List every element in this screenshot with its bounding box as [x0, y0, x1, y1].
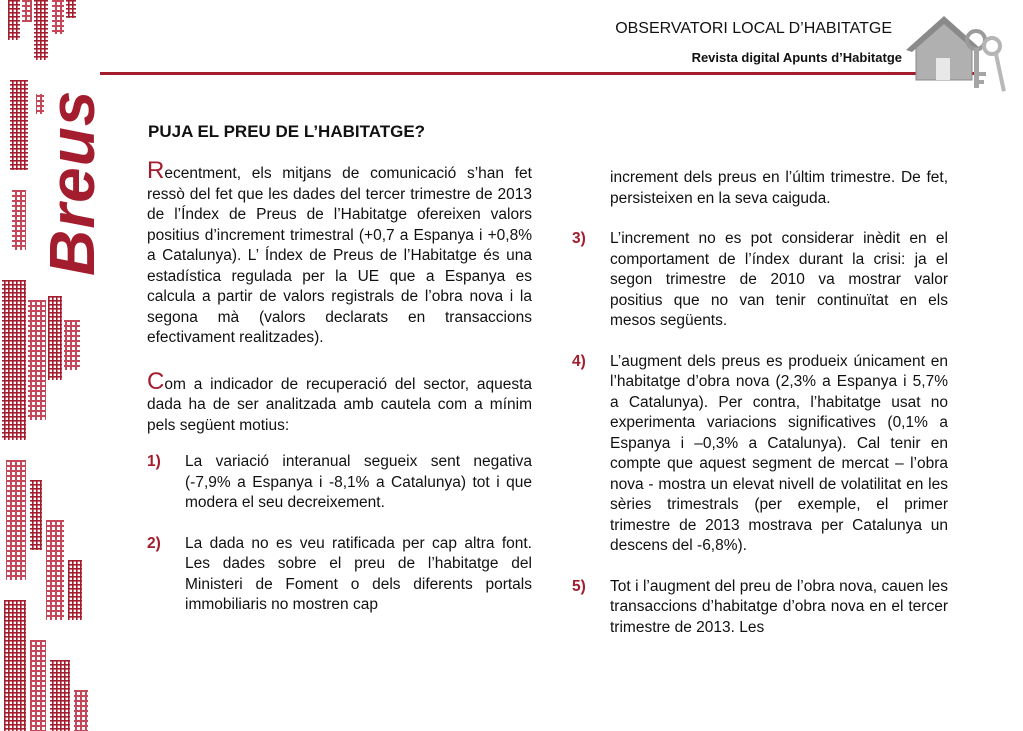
list-number: 1) — [147, 453, 161, 470]
list-number: 2) — [147, 534, 161, 552]
left-column — [147, 157, 532, 616]
list-item — [572, 229, 948, 332]
paragraph-indicator — [147, 367, 532, 437]
right-column — [572, 168, 948, 638]
paragraph-intro-text: ecentment, els mitjans de comunicació s’han fet ressò del fet que les dades del tercer trimestre de 2013 de l’Índex de Preus de l’Habitatge ofereixen valors positius d’increment trimestral (+0,7 a Espanya i +0,8% a Catalunya). L’ Índex de Preus de l’Habitatge és una estadística regulada per la UE que a Espanya es calcula a partir de valors registrals de l’obra nova i la segona mà (valors declarats en transaccions efectivament realitzades). — [147, 165, 532, 346]
house-keys-icon — [902, 10, 1012, 100]
list-text: L’increment no es pot considerar inèdit en el comportament de l’índex durant la crisi: ja el segon trimestre de 2010 va mostrar valor positius que no van tenir continuïtat en els mesos següents. — [610, 230, 948, 329]
paragraph-intro — [147, 157, 532, 349]
list-item — [572, 577, 948, 639]
list-item — [572, 168, 948, 209]
header-subtitle: Revista digital Apunts d’Habitatge — [691, 50, 902, 65]
list-item — [147, 534, 532, 616]
drop-cap: C — [147, 367, 165, 395]
list-number: 4) — [572, 352, 586, 370]
header-divider — [100, 72, 980, 75]
list-text: L’augment dels preus es produeix únicament en l’habitatge d’obra nova (2,3% a Espanya i 5,7% a Catalunya). Per contra, l’habitatge usat no experimenta variacions significatives (0,1% a Espanya i –0,3% a Catalunya). Cal tenir en compte que aquest segment de mercat – l’obra nova - mostra un elevat nivell de volatilitat en les sèries trimestrals (per exemple, el primer trimestre de 2013 mostrava per Catalunya un descens del -6,8%). — [610, 352, 948, 554]
article-title: PUJA EL PREU DE L’HABITATGE? — [148, 122, 426, 141]
list-text: La variació interanual segueix sent negativa (-7,9% a Espanya i -8,1% a Catalunya) tot i que modera el seu decreixement. — [185, 453, 532, 511]
list-number: 5) — [572, 577, 586, 595]
list-item — [147, 452, 532, 514]
vertical-section-title: Breus — [36, 89, 108, 276]
list-text: Tot i l’augment del preu de l’obra nova, cauen les transaccions d’habitatge d’obra nova en el tercer trimestre de 2013. Les — [610, 577, 948, 636]
drop-cap: R — [147, 157, 165, 184]
list-item — [572, 352, 948, 557]
list-text: increment dels preus en l’últim trimestre. De fet, persisteixen en la seva caiguda. — [610, 169, 948, 207]
paragraph-indicator-text: om a indicador de recuperació del sector, aquesta dada ha de ser analitzada amb cautela com a mínim pels següent motius: — [147, 375, 532, 434]
header-org-name: OBSERVATORI LOCAL D’HABITATGE — [615, 20, 892, 37]
list-text: La dada no es veu ratificada per cap altra font. Les dades sobre el preu de l’habitatge del Ministeri de Foment o dels diferents portals immobiliaris no mostren cap — [185, 534, 532, 613]
list-number: 3) — [572, 230, 586, 247]
